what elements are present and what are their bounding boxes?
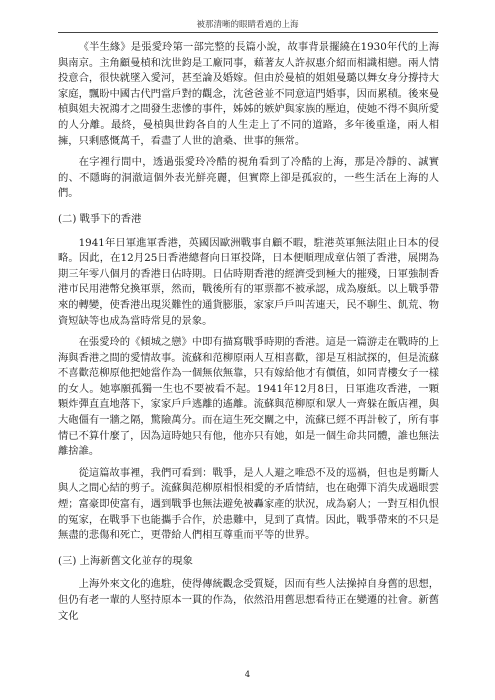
running-header: 被那清晰的眼睛看過的上海 [196, 20, 299, 30]
paragraph-hongkong-3: 從這篇故事裡，我們可看到：戰爭，是人人避之唯恐不及的巡禍，但也是剪斷人與人之間心結的剪子。流蘇與范柳原相恨相愛的矛盾情結，也在砲彈下消失成過眼雲煙；富豪即使富有，遇到戰爭也無法避免被轟家產的狀況，成為窮人；一對互相仇恨的冤家，在戰爭下也能攜手合作，於患難中，見到了真情。因此，戰爭帶來的不只是無盡的悲傷和死亡，更帶給人們相互尊重而平等的世界。 [58, 466, 439, 542]
paragraph-intro-1: 《半生緣》是張愛玲第一部完整的長篇小說，故事背景擺繞在1930年代的上海與南京。主角顧曼楨和沈世鈞是工廠同事，藉著友人許叔惠介紹而相識相戀。兩人情投意合，很快就墜入愛河，甚至論及婚嫁。但由於曼楨的姐姐曼璐以舞女身分撐持大家庭，飄盼中國古代門當戶對的觀念，沈爸爸並不同意這門婚事，因而累積。後來曼楨與姐夫祝鴻才之間發生悲慘的事件，姊姊的嫉妒與家族的壓迫，使她不得不與所愛的人分離。最終，曼楨與世鈞各自的人生走上了不同的道路，多年後重逢，兩人相擁，只剩感慨萬千，看盡了人世的滄桑、世事的無常。 [58, 41, 439, 147]
paragraph-intro-2: 在字裡行間中，透過張愛玲冷酷的視角看到了冷酷的上海，那是冷靜的、誠實的、不隱晦的洞澈這個外表光鮮亮麗，但實際上卻是孤寂的，一些生活在上海的人們。 [58, 156, 439, 200]
section-heading-hongkong: (二) 戰爭下的香港 [58, 212, 142, 225]
paragraph-hongkong-2: 在張愛玲的《傾城之戀》中即有描寫戰爭時期的香港。這是一篇游走在戰時的上海與香港之間的愛情故事。流蘇和范柳原兩人互相喜歡，卻是互相試探的，但是流蘇不喜歡范柳原他把她當作為一個無依無靠，只有嫁給他才有價值，如同青樓女子一樣的女人。她寧願孤獨一生也不要被看不起。1941年12月8日，日軍進攻香港，一顆顆炸彈直直地落下，家家戶戶逃離的遙離。流蘇與范柳原和眾人一齊躲在飯店裡，與大砲僵有一牆之隔，驚險萬分。而在這生死交關之中，流蘇已經不再計較了，所有事情已不算什麼了，因為這時她只有他，他亦只有她，如是一個生命共同體，誰也無法離捨誰。 [58, 336, 439, 458]
header-rule [58, 32, 438, 33]
page-number: 4 [244, 670, 251, 680]
body-text [58, 40, 439, 630]
paragraph-shanghai-1: 上海外來文化的進駐，使得傳統觀念受質疑，因而有些人法操掉自身舊的思想，但仍有老一輩的人堅持原本一貫的作為，依然沿用舊思想看待正在變遷的社會。新舊文化 [58, 578, 439, 622]
paragraph-hongkong-1: 1941年日軍進軍香港，英國因歐洲戰事自顧不暇，駐港英軍無法阻止日本的侵略。因此，在12月25日香港總督向日軍投降，日本便順理成章佔領了香港，展開為期三年零八個月的香港日佔時期。日佔時期香港的經濟受到極大的摧殘，日軍強制香港市民用港幣兌換軍票，然而，戰後所有的軍票都不被承認，成為廢紙。以上戰爭帶來的轉變，使香港出現災難性的通貨膨脹，家家戶戶叫苦連天，民不聊生、飢荒、物資短缺等也成為當時常見的景象。 [58, 236, 439, 327]
section-heading-shanghai-culture: (三) 上海新舊文化並存的現象 [58, 554, 193, 567]
